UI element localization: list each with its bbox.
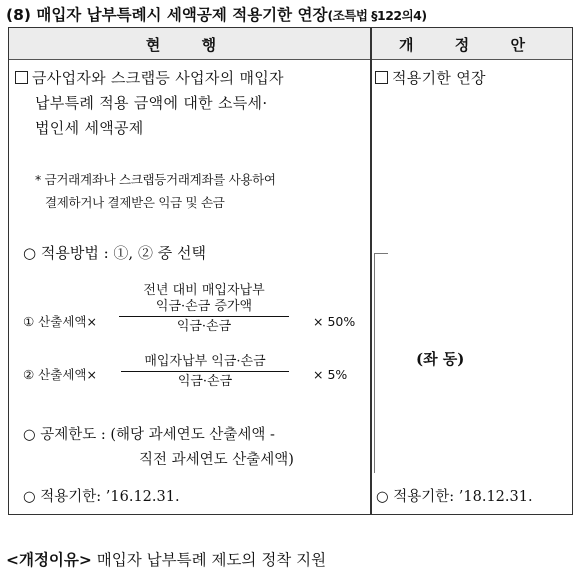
formula2-denominator: 익금·손금 (177, 374, 233, 389)
revision-reason-label: <개정이유> (6, 551, 92, 569)
formula1-fraction (119, 282, 289, 335)
formula2-prefix: ② 산출세액× (23, 367, 97, 382)
same-as-left: (좌 동) (416, 350, 465, 368)
formula1-numerator-line2: 익금·손금 증가액 (119, 299, 289, 317)
revision-reason-text: 매입자 납부특례 제도의 정착 지원 (91, 551, 327, 569)
bracket-line (374, 253, 388, 473)
column-header-current: 현 행 (145, 36, 235, 54)
formula1-numerator-line1: 전년 대비 매입자납부 (143, 283, 265, 298)
revised-item (375, 66, 486, 91)
current-item-line2: 납부특례 적용 금액에 대한 소득세· (35, 94, 268, 112)
column-header-revised: 개 정 안 (399, 36, 543, 54)
formula1-denominator: 익금·손금 (176, 319, 232, 334)
current-item-line3: 법인세 세액공제 (35, 119, 144, 137)
current-item-line1: 금사업자와 스크랩등 사업자의 매입자 (32, 69, 284, 87)
deduction-limit-line1: ○ 공제한도 : (해당 과세연도 산출세액 - (23, 427, 275, 443)
revised-item-text: 적용기한 연장 (392, 69, 486, 87)
revised-period: ○ 적용기한: ’18.12.31. (376, 489, 533, 505)
table-header-row (9, 28, 572, 60)
checkbox-icon (15, 71, 28, 84)
application-method: ○ 적용방법 : ①, ② 중 선택 (23, 244, 206, 262)
section-heading (6, 3, 427, 25)
deduction-limit-line2: 직전 과세연도 산출세액) (139, 452, 294, 468)
formula2-numerator: 매입자납부 익금·손금 (121, 354, 289, 372)
formula2-fraction (121, 354, 289, 390)
checkbox-icon (375, 71, 388, 84)
current-note-line2: 결제하거나 결제받은 익금 및 손금 (45, 195, 225, 210)
formula1-prefix: ① 산출세액× (23, 314, 97, 329)
law-reference: (조특법 §122의4) (327, 8, 427, 23)
comparison-table (8, 27, 573, 515)
revision-reason (6, 548, 326, 570)
formula2-rate: × 5% (313, 367, 348, 382)
current-item (15, 66, 284, 141)
formula1-rate: × 50% (313, 314, 356, 329)
section-title: (8) 매입자 납부특례시 세액공제 적용기한 연장 (6, 6, 328, 24)
column-divider (370, 28, 372, 514)
current-note-line1: * 금거래계좌나 스크랩등거래계좌를 사용하여 (35, 172, 276, 187)
current-period: ○ 적용기한: ’16.12.31. (23, 489, 180, 505)
